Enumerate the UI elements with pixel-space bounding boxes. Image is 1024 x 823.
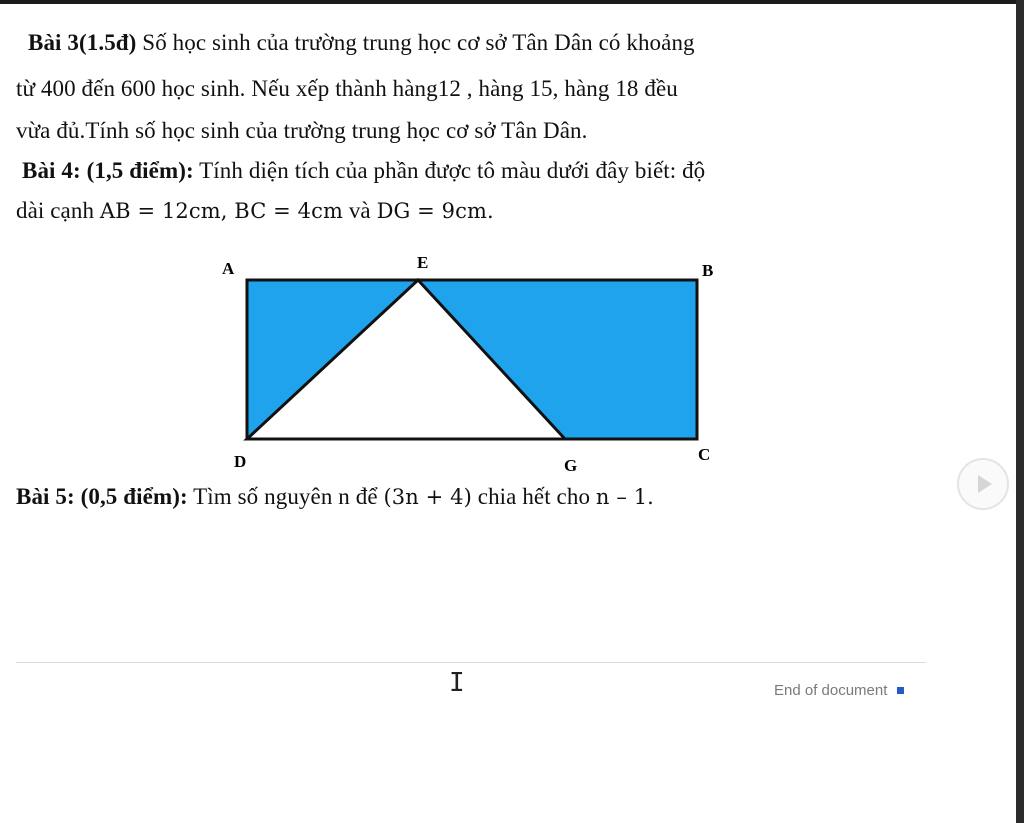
label-b: B [702, 261, 714, 280]
bai4-title: Bài 4: (1,5 điểm): [22, 158, 194, 183]
label-c: C [698, 445, 711, 464]
bai3-line1 [28, 30, 695, 56]
bai5-math2: n – 1. [595, 485, 654, 509]
bai5-text2: chia hết cho [471, 484, 596, 509]
geometry-figure [220, 250, 720, 480]
text-cursor-icon: I [449, 668, 465, 698]
bai4-line2 [16, 198, 494, 224]
bai4-mid: và [342, 198, 377, 223]
label-d: D [234, 452, 247, 471]
bai4-math2: DG = 9cm. [376, 199, 494, 223]
divider [16, 662, 926, 663]
bai5-line [16, 484, 654, 510]
end-square-icon [897, 687, 904, 694]
label-a: A [222, 259, 235, 278]
bai4-text1: Tính diện tích của phần được tô màu dưới đây biết: độ [193, 158, 706, 183]
top-border [0, 0, 1024, 4]
play-icon [978, 475, 992, 493]
bai4-line1 [22, 158, 705, 184]
bai4-math1: AB = 12cm, BC = 4cm [99, 199, 343, 223]
bai5-math1: (3n + 4) [383, 485, 472, 509]
bai5-text1: Tìm số nguyên n để [187, 484, 384, 509]
end-of-document [774, 682, 904, 699]
bai3-title: Bài 3(1.5đ) [28, 30, 137, 55]
end-of-document-label: End of document [774, 682, 888, 699]
bai3-text1: Số học sinh của trường trung học cơ sở Tân Dân có khoảng [136, 30, 695, 55]
label-g: G [564, 456, 578, 475]
bai4-prefix: dài cạnh [16, 198, 100, 223]
play-button[interactable] [957, 458, 1009, 510]
right-scrollbar[interactable] [1016, 0, 1024, 823]
bai3-line2: từ 400 đến 600 học sinh. Nếu xếp thành hàng12 , hàng 15, hàng 18 đều [16, 76, 678, 101]
bai5-title: Bài 5: (0,5 điểm): [16, 484, 188, 509]
bai3-line3: vừa đủ.Tính số học sinh của trường trung học cơ sở Tân Dân. [16, 118, 588, 143]
label-e: E [417, 253, 429, 272]
